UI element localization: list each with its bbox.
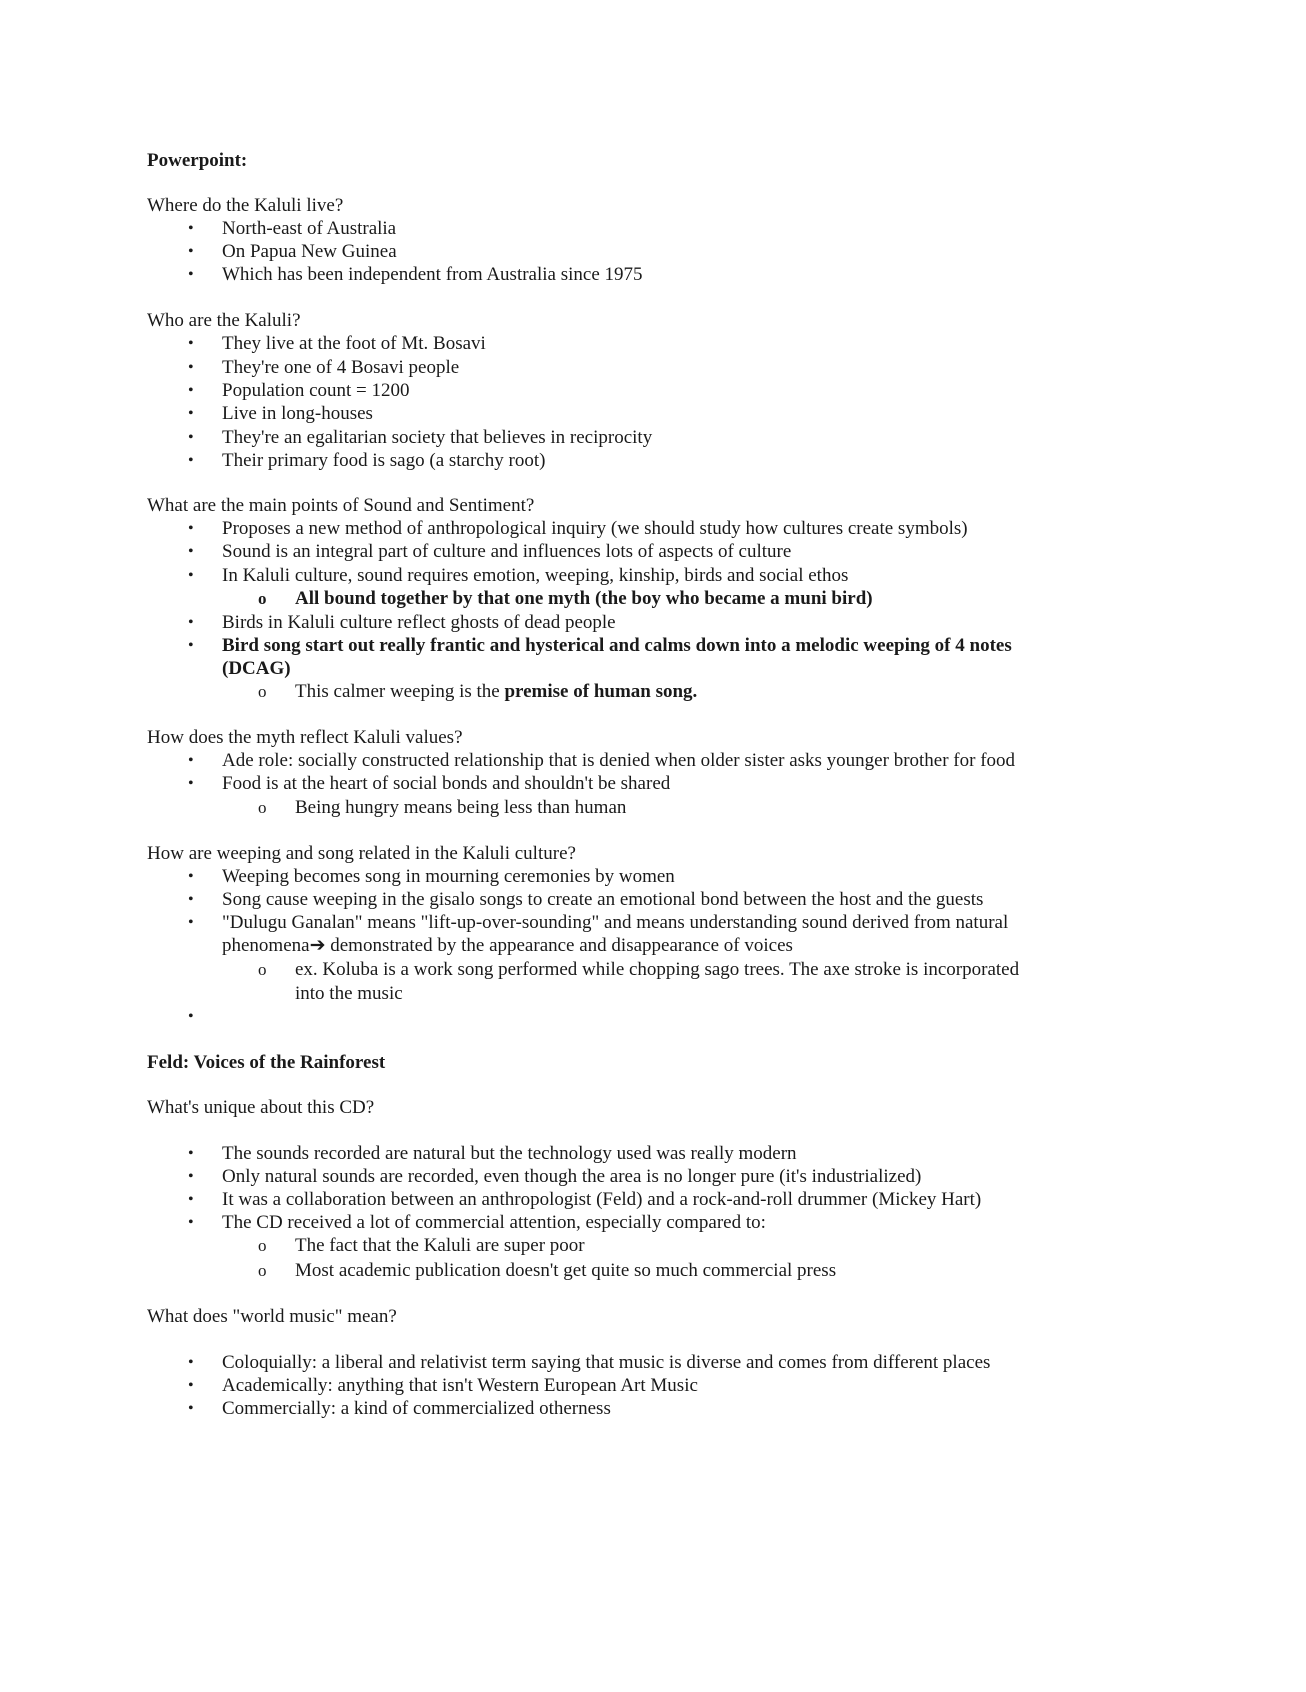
list-subitem-bold: premise of human song. bbox=[504, 681, 698, 702]
list-subitem-continuation: into the music bbox=[295, 983, 403, 1004]
bullet-icon: • bbox=[188, 266, 194, 283]
list-item: In Kaluli culture, sound requires emotion, weeping, kinship, birds and social ethos bbox=[222, 565, 849, 586]
list-item: Sound is an integral part of culture and influences lots of aspects of culture bbox=[222, 541, 792, 562]
question-where-live: Where do the Kaluli live? bbox=[147, 195, 344, 216]
list-subitem: Being hungry means being less than human bbox=[295, 797, 627, 818]
list-item: Live in long-houses bbox=[222, 403, 373, 424]
list-item: Proposes a new method of anthropological inquiry (we should study how cultures create symbols) bbox=[222, 518, 968, 539]
list-item: Food is at the heart of social bonds and shouldn't be shared bbox=[222, 773, 671, 794]
section-heading-powerpoint: Powerpoint: bbox=[147, 150, 248, 171]
list-item: Bird song start out really frantic and hysterical and calms down into a melodic weeping of 4 notes bbox=[222, 635, 1012, 656]
bullet-icon: • bbox=[188, 1354, 194, 1371]
bullet-icon: • bbox=[188, 891, 194, 908]
question-unique-cd: What's unique about this CD? bbox=[147, 1097, 375, 1118]
list-item: Population count = 1200 bbox=[222, 380, 410, 401]
bullet-icon: • bbox=[188, 1008, 194, 1025]
list-item: On Papua New Guinea bbox=[222, 241, 397, 262]
list-item: Ade role: socially constructed relationship that is denied when older sister asks younger brother for food bbox=[222, 750, 1016, 771]
arrow-right-icon: ➔ bbox=[309, 935, 326, 956]
subbullet-icon: o bbox=[258, 682, 267, 701]
bullet-icon: • bbox=[188, 914, 194, 931]
list-subitem: All bound together by that one myth (the boy who became a muni bird) bbox=[295, 588, 873, 609]
question-myth: How does the myth reflect Kaluli values? bbox=[147, 727, 463, 748]
bullet-icon: • bbox=[188, 614, 194, 631]
subbullet-icon: o bbox=[258, 1261, 267, 1280]
list-item-continuation: (DCAG) bbox=[222, 658, 291, 679]
list-item: "Dulugu Ganalan" means "lift-up-over-sounding" and means understanding sound derived from natural bbox=[222, 912, 1009, 933]
bullet-icon: • bbox=[188, 452, 194, 469]
list-item: Commercially: a kind of commercialized otherness bbox=[222, 1398, 611, 1419]
section-heading-feld: Feld: Voices of the Rainforest bbox=[147, 1052, 386, 1073]
list-item: It was a collaboration between an anthropologist (Feld) and a rock-and-roll drummer (Mickey Hart) bbox=[222, 1189, 982, 1210]
list-item-continuation bbox=[222, 935, 793, 957]
subbullet-icon: o bbox=[258, 960, 267, 979]
list-item: Only natural sounds are recorded, even though the area is no longer pure (it's industrialized) bbox=[222, 1166, 922, 1187]
list-item: They're one of 4 Bosavi people bbox=[222, 357, 460, 378]
list-item: Their primary food is sago (a starchy root) bbox=[222, 450, 546, 471]
bullet-icon: • bbox=[188, 382, 194, 399]
bullet-icon: • bbox=[188, 1400, 194, 1417]
bullet-icon: • bbox=[188, 429, 194, 446]
list-item-text: phenomena bbox=[222, 935, 310, 956]
bullet-icon: • bbox=[188, 1191, 194, 1208]
list-item: Coloquially: a liberal and relativist term saying that music is diverse and comes from different places bbox=[222, 1352, 991, 1373]
list-subitem: ex. Koluba is a work song performed while chopping sago trees. The axe stroke is incorporated bbox=[295, 959, 1020, 980]
list-subitem: Most academic publication doesn't get quite so much commercial press bbox=[295, 1260, 837, 1281]
list-item: Weeping becomes song in mourning ceremonies by women bbox=[222, 866, 675, 887]
bullet-icon: • bbox=[188, 520, 194, 537]
list-item: They live at the foot of Mt. Bosavi bbox=[222, 333, 486, 354]
list-item: The sounds recorded are natural but the technology used was really modern bbox=[222, 1143, 797, 1164]
list-item-text: demonstrated by the appearance and disappearance of voices bbox=[330, 935, 793, 956]
question-main-points: What are the main points of Sound and Sentiment? bbox=[147, 495, 535, 516]
question-who-are: Who are the Kaluli? bbox=[147, 310, 301, 331]
list-item: Which has been independent from Australia since 1975 bbox=[222, 264, 643, 285]
bullet-icon: • bbox=[188, 405, 194, 422]
bullet-icon: • bbox=[188, 1214, 194, 1231]
subbullet-icon: o bbox=[258, 798, 267, 817]
list-subitem bbox=[295, 681, 697, 703]
bullet-icon: • bbox=[188, 868, 194, 885]
list-item: Birds in Kaluli culture reflect ghosts of dead people bbox=[222, 612, 616, 633]
list-subitem-text: This calmer weeping is the bbox=[295, 681, 500, 702]
list-item: They're an egalitarian society that believes in reciprocity bbox=[222, 427, 653, 448]
bullet-icon: • bbox=[188, 1145, 194, 1162]
bullet-icon: • bbox=[188, 637, 194, 654]
subbullet-icon: o bbox=[258, 1236, 267, 1255]
bullet-icon: • bbox=[188, 243, 194, 260]
bullet-icon: • bbox=[188, 1168, 194, 1185]
bullet-icon: • bbox=[188, 1377, 194, 1394]
list-subitem: The fact that the Kaluli are super poor bbox=[295, 1235, 585, 1256]
subbullet-icon: o bbox=[258, 589, 267, 608]
list-item: North-east of Australia bbox=[222, 218, 397, 239]
list-item: Song cause weeping in the gisalo songs to create an emotional bond between the host and the guests bbox=[222, 889, 984, 910]
bullet-icon: • bbox=[188, 359, 194, 376]
question-weeping-song: How are weeping and song related in the Kaluli culture? bbox=[147, 843, 576, 864]
list-item: Academically: anything that isn't Western European Art Music bbox=[222, 1375, 698, 1396]
bullet-icon: • bbox=[188, 220, 194, 237]
list-item: The CD received a lot of commercial attention, especially compared to: bbox=[222, 1212, 766, 1233]
bullet-icon: • bbox=[188, 775, 194, 792]
bullet-icon: • bbox=[188, 543, 194, 560]
question-world-music: What does "world music" mean? bbox=[147, 1306, 397, 1327]
bullet-icon: • bbox=[188, 335, 194, 352]
bullet-icon: • bbox=[188, 567, 194, 584]
bullet-icon: • bbox=[188, 752, 194, 769]
